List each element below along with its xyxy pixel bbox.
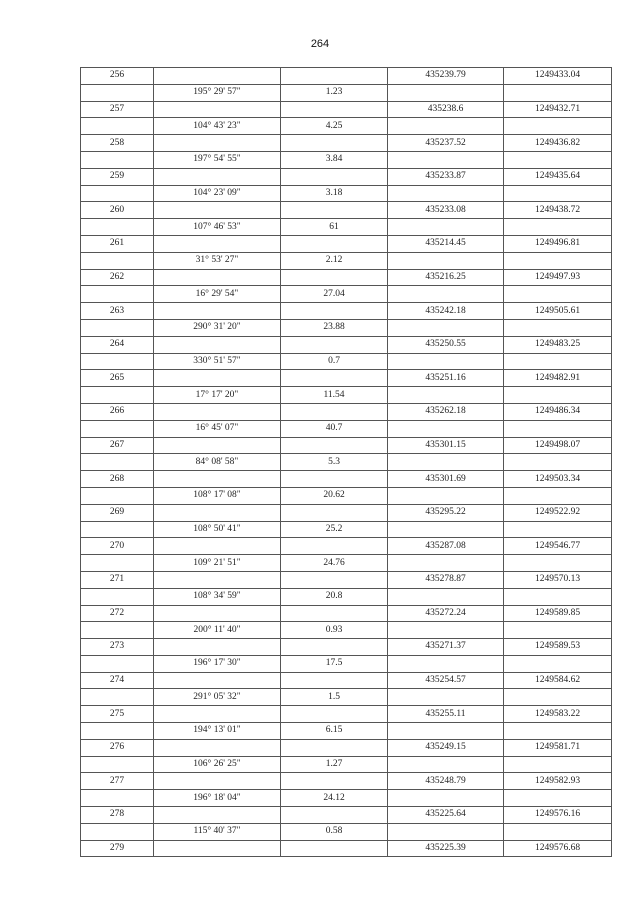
table-row [81, 101, 612, 118]
bearing-cell: 291° 05' 32" [154, 689, 281, 706]
x-coordinate-cell [388, 420, 504, 437]
point-number-cell [81, 622, 154, 639]
distance-cell [281, 739, 388, 756]
table-row [81, 555, 612, 572]
x-coordinate-cell: 435271.37 [388, 639, 504, 656]
bearing-cell [154, 303, 281, 320]
distance-cell: 0.93 [281, 622, 388, 639]
x-coordinate-cell: 435251.16 [388, 370, 504, 387]
table-body [81, 68, 612, 857]
x-coordinate-cell: 435239.79 [388, 68, 504, 85]
bearing-cell: 196° 18' 04" [154, 790, 281, 807]
x-coordinate-cell: 435295.22 [388, 504, 504, 521]
x-coordinate-cell: 435214.45 [388, 235, 504, 252]
bearing-cell: 290° 31' 20" [154, 319, 281, 336]
bearing-cell [154, 336, 281, 353]
table-row [81, 807, 612, 824]
point-number-cell: 260 [81, 202, 154, 219]
point-number-cell [81, 823, 154, 840]
x-coordinate-cell [388, 655, 504, 672]
bearing-cell: 107° 46' 53" [154, 219, 281, 236]
bearing-cell: 31° 53' 27" [154, 252, 281, 269]
y-coordinate-cell [504, 185, 612, 202]
y-coordinate-cell: 1249432.71 [504, 101, 612, 118]
y-coordinate-cell [504, 219, 612, 236]
table-row [81, 353, 612, 370]
distance-cell: 20.62 [281, 487, 388, 504]
table-row [81, 403, 612, 420]
x-coordinate-cell [388, 219, 504, 236]
x-coordinate-cell: 435301.15 [388, 437, 504, 454]
x-coordinate-cell: 435233.08 [388, 202, 504, 219]
distance-cell [281, 840, 388, 857]
y-coordinate-cell [504, 118, 612, 135]
distance-cell: 4.25 [281, 118, 388, 135]
y-coordinate-cell: 1249570.13 [504, 571, 612, 588]
distance-cell [281, 336, 388, 353]
y-coordinate-cell: 1249505.61 [504, 303, 612, 320]
distance-cell [281, 571, 388, 588]
point-number-cell: 266 [81, 403, 154, 420]
distance-cell [281, 471, 388, 488]
bearing-cell: 109° 21' 51" [154, 555, 281, 572]
bearing-cell [154, 168, 281, 185]
y-coordinate-cell [504, 723, 612, 740]
point-number-cell: 262 [81, 269, 154, 286]
y-coordinate-cell [504, 823, 612, 840]
y-coordinate-cell: 1249503.34 [504, 471, 612, 488]
table-row [81, 790, 612, 807]
point-number-cell: 263 [81, 303, 154, 320]
bearing-cell [154, 773, 281, 790]
table-row [81, 823, 612, 840]
distance-cell: 20.8 [281, 588, 388, 605]
distance-cell [281, 370, 388, 387]
y-coordinate-cell [504, 319, 612, 336]
y-coordinate-cell: 1249546.77 [504, 538, 612, 555]
x-coordinate-cell [388, 84, 504, 101]
bearing-cell [154, 672, 281, 689]
bearing-cell [154, 370, 281, 387]
x-coordinate-cell [388, 353, 504, 370]
x-coordinate-cell: 435225.39 [388, 840, 504, 857]
y-coordinate-cell: 1249581.71 [504, 739, 612, 756]
y-coordinate-cell: 1249589.53 [504, 639, 612, 656]
x-coordinate-cell: 435248.79 [388, 773, 504, 790]
table-row [81, 252, 612, 269]
x-coordinate-cell: 435250.55 [388, 336, 504, 353]
table-row [81, 420, 612, 437]
bearing-cell [154, 807, 281, 824]
coordinates-table-wrapper [80, 67, 611, 857]
distance-cell: 0.58 [281, 823, 388, 840]
point-number-cell: 259 [81, 168, 154, 185]
y-coordinate-cell: 1249483.25 [504, 336, 612, 353]
y-coordinate-cell: 1249583.22 [504, 706, 612, 723]
table-row [81, 655, 612, 672]
point-number-cell: 271 [81, 571, 154, 588]
distance-cell: 1.23 [281, 84, 388, 101]
bearing-cell: 16° 29' 54" [154, 286, 281, 303]
distance-cell: 0.7 [281, 353, 388, 370]
y-coordinate-cell [504, 252, 612, 269]
distance-cell: 2.12 [281, 252, 388, 269]
table-row [81, 303, 612, 320]
bearing-cell [154, 739, 281, 756]
point-number-cell: 268 [81, 471, 154, 488]
x-coordinate-cell: 435233.87 [388, 168, 504, 185]
x-coordinate-cell: 435278.87 [388, 571, 504, 588]
x-coordinate-cell [388, 622, 504, 639]
distance-cell: 17.5 [281, 655, 388, 672]
point-number-cell: 279 [81, 840, 154, 857]
y-coordinate-cell [504, 655, 612, 672]
table-row [81, 840, 612, 857]
table-row [81, 135, 612, 152]
bearing-cell [154, 840, 281, 857]
point-number-cell: 256 [81, 68, 154, 85]
bearing-cell [154, 101, 281, 118]
bearing-cell: 330° 51' 57" [154, 353, 281, 370]
x-coordinate-cell: 435262.18 [388, 403, 504, 420]
bearing-cell [154, 639, 281, 656]
x-coordinate-cell: 435238.6 [388, 101, 504, 118]
point-number-cell [81, 118, 154, 135]
distance-cell [281, 672, 388, 689]
x-coordinate-cell: 435255.11 [388, 706, 504, 723]
x-coordinate-cell [388, 790, 504, 807]
y-coordinate-cell [504, 487, 612, 504]
point-number-cell: 275 [81, 706, 154, 723]
point-number-cell: 273 [81, 639, 154, 656]
point-number-cell: 278 [81, 807, 154, 824]
x-coordinate-cell [388, 454, 504, 471]
point-number-cell: 267 [81, 437, 154, 454]
point-number-cell [81, 353, 154, 370]
point-number-cell: 265 [81, 370, 154, 387]
point-number-cell: 270 [81, 538, 154, 555]
table-row [81, 487, 612, 504]
x-coordinate-cell [388, 487, 504, 504]
x-coordinate-cell: 435301.69 [388, 471, 504, 488]
point-number-cell [81, 555, 154, 572]
point-number-cell [81, 185, 154, 202]
bearing-cell [154, 706, 281, 723]
x-coordinate-cell: 435225.64 [388, 807, 504, 824]
x-coordinate-cell [388, 118, 504, 135]
distance-cell: 6.15 [281, 723, 388, 740]
table-row [81, 689, 612, 706]
y-coordinate-cell [504, 353, 612, 370]
distance-cell [281, 773, 388, 790]
bearing-cell [154, 68, 281, 85]
point-number-cell [81, 219, 154, 236]
bearing-cell: 200° 11' 40" [154, 622, 281, 639]
y-coordinate-cell: 1249497.93 [504, 269, 612, 286]
table-row [81, 538, 612, 555]
x-coordinate-cell [388, 387, 504, 404]
coordinates-table [80, 67, 612, 857]
y-coordinate-cell: 1249436.82 [504, 135, 612, 152]
point-number-cell: 258 [81, 135, 154, 152]
x-coordinate-cell [388, 689, 504, 706]
x-coordinate-cell [388, 252, 504, 269]
point-number-cell [81, 723, 154, 740]
x-coordinate-cell [388, 319, 504, 336]
table-row [81, 269, 612, 286]
y-coordinate-cell [504, 588, 612, 605]
distance-cell [281, 807, 388, 824]
y-coordinate-cell [504, 454, 612, 471]
table-row [81, 622, 612, 639]
table-row [81, 773, 612, 790]
bearing-cell: 16° 45' 07" [154, 420, 281, 437]
point-number-cell [81, 151, 154, 168]
x-coordinate-cell [388, 521, 504, 538]
table-row [81, 118, 612, 135]
y-coordinate-cell: 1249584.62 [504, 672, 612, 689]
distance-cell: 3.18 [281, 185, 388, 202]
bearing-cell [154, 403, 281, 420]
distance-cell: 24.12 [281, 790, 388, 807]
distance-cell [281, 101, 388, 118]
table-row [81, 471, 612, 488]
bearing-cell [154, 538, 281, 555]
y-coordinate-cell: 1249582.93 [504, 773, 612, 790]
y-coordinate-cell [504, 689, 612, 706]
point-number-cell: 274 [81, 672, 154, 689]
bearing-cell: 84° 08' 58" [154, 454, 281, 471]
bearing-cell [154, 437, 281, 454]
y-coordinate-cell: 1249576.16 [504, 807, 612, 824]
table-row [81, 235, 612, 252]
table-row [81, 639, 612, 656]
bearing-cell [154, 471, 281, 488]
table-row [81, 370, 612, 387]
y-coordinate-cell [504, 790, 612, 807]
table-row [81, 706, 612, 723]
y-coordinate-cell [504, 555, 612, 572]
table-row [81, 437, 612, 454]
distance-cell [281, 605, 388, 622]
distance-cell [281, 639, 388, 656]
bearing-cell: 115° 40' 37" [154, 823, 281, 840]
x-coordinate-cell [388, 555, 504, 572]
point-number-cell [81, 319, 154, 336]
point-number-cell [81, 655, 154, 672]
point-number-cell [81, 286, 154, 303]
distance-cell: 1.27 [281, 756, 388, 773]
table-row [81, 202, 612, 219]
point-number-cell [81, 521, 154, 538]
point-number-cell [81, 252, 154, 269]
bearing-cell [154, 135, 281, 152]
point-number-cell: 269 [81, 504, 154, 521]
table-row [81, 387, 612, 404]
distance-cell [281, 168, 388, 185]
distance-cell: 25.2 [281, 521, 388, 538]
bearing-cell [154, 605, 281, 622]
bearing-cell: 17° 17' 20" [154, 387, 281, 404]
bearing-cell [154, 235, 281, 252]
table-row [81, 571, 612, 588]
bearing-cell: 195° 29' 57" [154, 84, 281, 101]
x-coordinate-cell: 435249.15 [388, 739, 504, 756]
table-row [81, 168, 612, 185]
distance-cell [281, 135, 388, 152]
y-coordinate-cell [504, 420, 612, 437]
distance-cell [281, 504, 388, 521]
table-row [81, 319, 612, 336]
table-row [81, 185, 612, 202]
distance-cell [281, 437, 388, 454]
y-coordinate-cell: 1249433.04 [504, 68, 612, 85]
distance-cell [281, 269, 388, 286]
bearing-cell [154, 269, 281, 286]
table-row [81, 723, 612, 740]
point-number-cell [81, 454, 154, 471]
distance-cell [281, 202, 388, 219]
point-number-cell [81, 790, 154, 807]
table-row [81, 336, 612, 353]
distance-cell [281, 403, 388, 420]
y-coordinate-cell: 1249435.64 [504, 168, 612, 185]
point-number-cell [81, 588, 154, 605]
table-row [81, 521, 612, 538]
x-coordinate-cell [388, 588, 504, 605]
x-coordinate-cell [388, 823, 504, 840]
distance-cell: 5.3 [281, 454, 388, 471]
x-coordinate-cell: 435237.52 [388, 135, 504, 152]
bearing-cell: 106° 26' 25" [154, 756, 281, 773]
distance-cell: 27.04 [281, 286, 388, 303]
distance-cell: 61 [281, 219, 388, 236]
table-row [81, 286, 612, 303]
y-coordinate-cell: 1249522.92 [504, 504, 612, 521]
table-row [81, 672, 612, 689]
bearing-cell [154, 504, 281, 521]
x-coordinate-cell: 435216.25 [388, 269, 504, 286]
y-coordinate-cell: 1249496.81 [504, 235, 612, 252]
table-row [81, 756, 612, 773]
x-coordinate-cell [388, 151, 504, 168]
bearing-cell: 196° 17' 30" [154, 655, 281, 672]
y-coordinate-cell: 1249482.91 [504, 370, 612, 387]
distance-cell: 3.84 [281, 151, 388, 168]
x-coordinate-cell: 435272.24 [388, 605, 504, 622]
distance-cell [281, 68, 388, 85]
point-number-cell [81, 756, 154, 773]
y-coordinate-cell [504, 151, 612, 168]
x-coordinate-cell: 435287.08 [388, 538, 504, 555]
y-coordinate-cell: 1249498.07 [504, 437, 612, 454]
distance-cell: 11.54 [281, 387, 388, 404]
point-number-cell: 277 [81, 773, 154, 790]
y-coordinate-cell [504, 286, 612, 303]
y-coordinate-cell [504, 387, 612, 404]
distance-cell: 40.7 [281, 420, 388, 437]
point-number-cell [81, 487, 154, 504]
point-number-cell: 257 [81, 101, 154, 118]
table-row [81, 605, 612, 622]
bearing-cell [154, 202, 281, 219]
bearing-cell: 104° 43' 23" [154, 118, 281, 135]
distance-cell [281, 706, 388, 723]
distance-cell: 23.88 [281, 319, 388, 336]
bearing-cell: 108° 17' 08" [154, 487, 281, 504]
y-coordinate-cell: 1249576.68 [504, 840, 612, 857]
x-coordinate-cell [388, 723, 504, 740]
distance-cell [281, 303, 388, 320]
y-coordinate-cell [504, 84, 612, 101]
bearing-cell: 108° 34' 59" [154, 588, 281, 605]
table-row [81, 504, 612, 521]
table-row [81, 151, 612, 168]
point-number-cell: 264 [81, 336, 154, 353]
x-coordinate-cell [388, 756, 504, 773]
x-coordinate-cell: 435242.18 [388, 303, 504, 320]
distance-cell [281, 538, 388, 555]
bearing-cell: 108° 50' 41" [154, 521, 281, 538]
x-coordinate-cell [388, 286, 504, 303]
table-row [81, 454, 612, 471]
point-number-cell: 261 [81, 235, 154, 252]
table-row [81, 68, 612, 85]
distance-cell: 24.76 [281, 555, 388, 572]
point-number-cell [81, 387, 154, 404]
point-number-cell [81, 84, 154, 101]
table-row [81, 739, 612, 756]
table-row [81, 219, 612, 236]
distance-cell: 1.5 [281, 689, 388, 706]
distance-cell [281, 235, 388, 252]
bearing-cell: 104° 23' 09" [154, 185, 281, 202]
point-number-cell [81, 420, 154, 437]
y-coordinate-cell: 1249589.85 [504, 605, 612, 622]
bearing-cell: 194° 13' 01" [154, 723, 281, 740]
bearing-cell: 197° 54' 55" [154, 151, 281, 168]
point-number-cell [81, 689, 154, 706]
table-row [81, 84, 612, 101]
page-number: 264 [310, 38, 330, 50]
x-coordinate-cell [388, 185, 504, 202]
y-coordinate-cell [504, 756, 612, 773]
table-row [81, 588, 612, 605]
bearing-cell [154, 571, 281, 588]
point-number-cell: 272 [81, 605, 154, 622]
y-coordinate-cell: 1249438.72 [504, 202, 612, 219]
y-coordinate-cell [504, 521, 612, 538]
y-coordinate-cell: 1249486.34 [504, 403, 612, 420]
x-coordinate-cell: 435254.57 [388, 672, 504, 689]
y-coordinate-cell [504, 622, 612, 639]
point-number-cell: 276 [81, 739, 154, 756]
